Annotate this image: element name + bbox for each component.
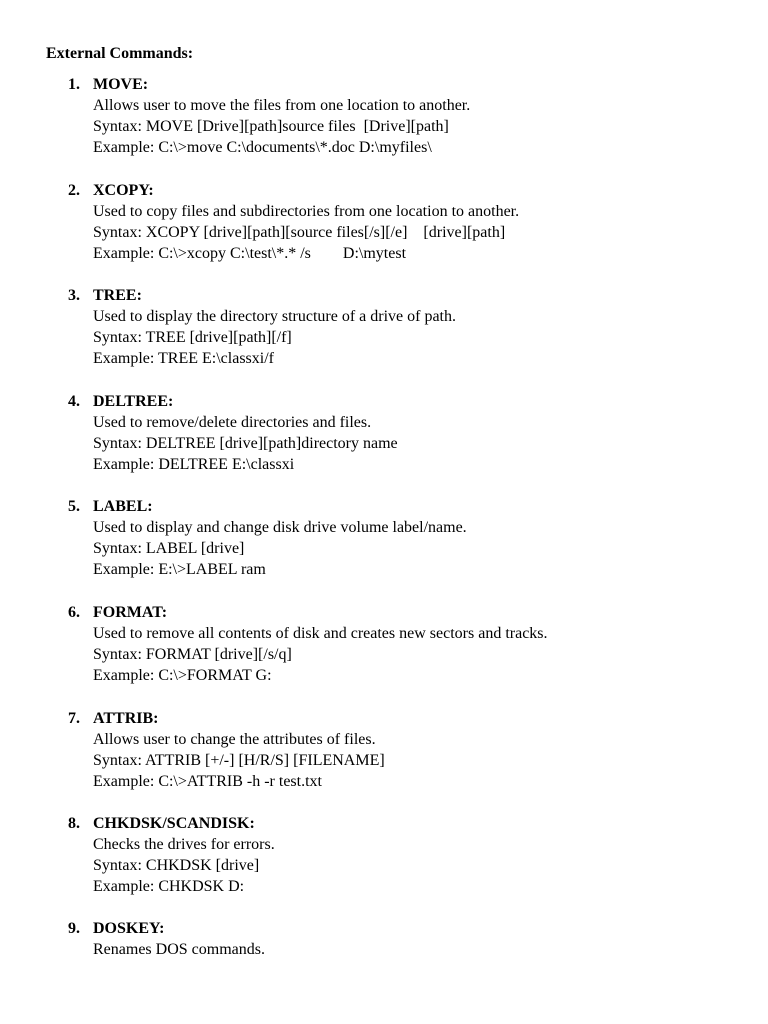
command-title: ATTRIB:: [93, 710, 159, 727]
command-number: 2.: [68, 182, 80, 199]
command-title: MOVE:: [93, 76, 149, 93]
command-number: 1.: [68, 76, 80, 93]
command-title: LABEL:: [93, 498, 153, 515]
command-title: DOSKEY:: [93, 920, 165, 937]
command-number: 4.: [68, 393, 80, 410]
command-number: 6.: [68, 604, 80, 621]
page-heading: External Commands:: [46, 45, 194, 62]
command-title: CHKDSK/SCANDISK:: [93, 815, 255, 832]
command-number: 5.: [68, 498, 80, 515]
command-title: XCOPY:: [93, 182, 154, 199]
command-example: Example: DELTREE E:\classxi: [93, 456, 295, 473]
command-example: Example: E:\>LABEL ram: [93, 561, 266, 578]
command-title: FORMAT:: [93, 604, 168, 621]
command-syntax: Syntax: LABEL [drive]: [93, 540, 245, 557]
command-syntax: Syntax: CHKDSK [drive]: [93, 857, 260, 874]
command-number: 7.: [68, 710, 80, 727]
command-description: Checks the drives for errors.: [93, 836, 275, 853]
command-number: 9.: [68, 920, 80, 937]
command-example: Example: C:\>FORMAT G:: [93, 667, 272, 684]
command-number: 3.: [68, 287, 80, 304]
command-example: Example: CHKDSK D:: [93, 878, 245, 895]
command-description: Renames DOS commands.: [93, 941, 265, 958]
command-description: Allows user to move the files from one location to another.: [93, 97, 471, 114]
command-description: Used to remove/delete directories and files.: [93, 414, 372, 431]
command-syntax: Syntax: XCOPY [drive][path][source files[/s][/e] [drive][path]: [93, 224, 506, 241]
command-syntax: Syntax: DELTREE [drive][path]directory name: [93, 435, 398, 452]
command-syntax: Syntax: FORMAT [drive][/s/q]: [93, 646, 292, 663]
command-example: Example: TREE E:\classxi/f: [93, 350, 274, 367]
command-description: Used to display and change disk drive volume label/name.: [93, 519, 467, 536]
command-title: TREE:: [93, 287, 142, 304]
command-syntax: Syntax: ATTRIB [+/-] [H/R/S] [FILENAME]: [93, 752, 385, 769]
command-example: Example: C:\>move C:\documents\*.doc D:\myfiles\: [93, 139, 432, 156]
command-description: Used to display the directory structure of a drive of path.: [93, 308, 456, 325]
command-example: Example: C:\>xcopy C:\test\*.* /s D:\mytest: [93, 245, 407, 262]
command-example: Example: C:\>ATTRIB -h -r test.txt: [93, 773, 322, 790]
command-description: Used to remove all contents of disk and creates new sectors and tracks.: [93, 625, 548, 642]
command-syntax: Syntax: MOVE [Drive][path]source files [Drive][path]: [93, 118, 449, 135]
command-description: Allows user to change the attributes of files.: [93, 731, 376, 748]
command-title: DELTREE:: [93, 393, 174, 410]
command-description: Used to copy files and subdirectories from one location to another.: [93, 203, 520, 220]
command-number: 8.: [68, 815, 80, 832]
command-syntax: Syntax: TREE [drive][path][/f]: [93, 329, 292, 346]
